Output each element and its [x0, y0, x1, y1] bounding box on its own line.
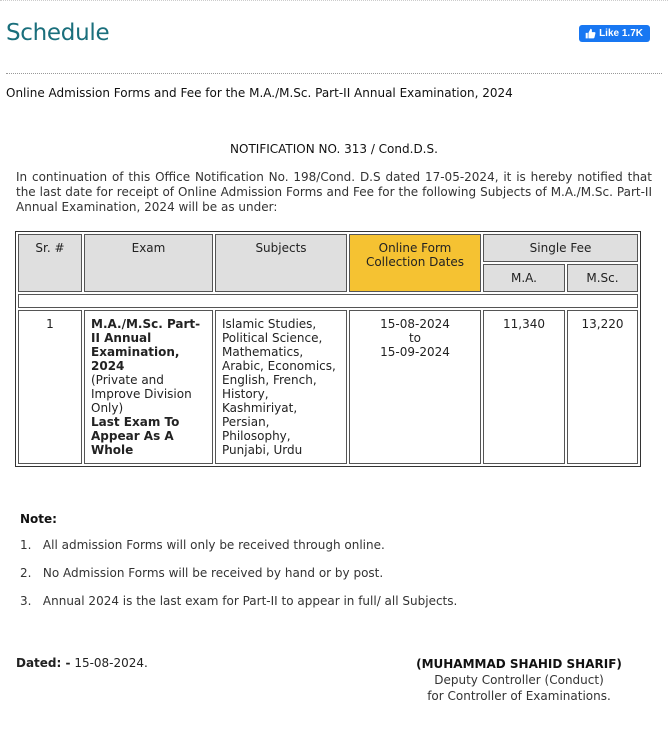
signature-block — [400, 656, 638, 704]
header-single-fee: Single Fee — [483, 234, 638, 262]
signatory-designation: Deputy Controller (Conduct) — [434, 673, 604, 687]
table-row — [18, 310, 638, 464]
page-title: Schedule — [6, 20, 110, 46]
header-divider — [6, 73, 662, 74]
header-sr: Sr. # — [18, 234, 82, 292]
header-subjects: Subjects — [215, 234, 347, 292]
exam-title: M.A./M.Sc. Part-II Annual Examination, 2024 — [91, 317, 201, 373]
note-heading: Note: — [20, 512, 57, 526]
like-label: Like 1.7K — [599, 28, 643, 39]
cell-sr: 1 — [18, 310, 82, 464]
header-exam: Exam — [84, 234, 213, 292]
table-spacer — [18, 294, 638, 308]
exam-last-note: Last Exam To Appear As A Whole — [91, 415, 180, 457]
header-collection-dates: Online Form Collection Dates — [349, 234, 481, 292]
list-item: 2. No Admission Forms will be received by hand or by post. — [20, 566, 384, 580]
fee-schedule-table — [15, 231, 641, 467]
date-from: 15-08-2024 — [380, 317, 450, 331]
note-text: No Admission Forms will be received by hand or by post. — [42, 566, 384, 580]
date-to-label: to — [408, 331, 422, 345]
top-divider — [0, 0, 668, 1]
list-item: 3. Annual 2024 is the last exam for Part-II to appear in full/ all Subjects. — [20, 594, 458, 608]
notice-subtitle: Online Admission Forms and Fee for the M.A./M.Sc. Part-II Annual Examination, 2024 — [6, 86, 513, 100]
signatory-on-behalf: for Controller of Examinations. — [427, 689, 611, 703]
signatory-name: (MUHAMMAD SHAHID SHARIF) — [416, 657, 622, 671]
note-text: Annual 2024 is the last exam for Part-II to appear in full/ all Subjects. — [42, 594, 458, 608]
date-to: 15-09-2024 — [380, 345, 450, 359]
cell-fee-msc: 13,220 — [567, 310, 638, 464]
dated-value: 15-08-2024. — [74, 656, 148, 670]
dated-label: Dated: - — [16, 656, 71, 670]
notes-list — [20, 538, 457, 622]
facebook-like-button[interactable] — [579, 25, 650, 42]
cell-collection-dates — [349, 310, 481, 464]
dated-line — [16, 656, 148, 670]
header-msc: M.Sc. — [567, 264, 638, 292]
table-header-row — [18, 234, 638, 262]
cell-subjects: Islamic Studies, Political Science, Mathematics, Arabic, Economics, English, French, History, Kashmiriyat, Persian, Philosophy, Punjabi, Urdu — [215, 310, 347, 464]
thumbs-up-icon — [585, 28, 596, 39]
cell-fee-ma: 11,340 — [483, 310, 565, 464]
intro-paragraph: In continuation of this Office Notification No. 198/Cond. D.S dated 17-05-2024, it is hereby notified that the last date for receipt of Online Admission Forms and Fee for the following Subjects of M.A./M.Sc. Part-II Annual Examination, 2024 will be as under: — [16, 170, 652, 214]
note-text: All admission Forms will only be received through online. — [42, 538, 385, 552]
header-ma: M.A. — [483, 264, 565, 292]
exam-division: (Private and Improve Division Only) — [91, 373, 192, 415]
notification-number: NOTIFICATION NO. 313 / Cond.D.S. — [230, 142, 438, 156]
cell-exam — [84, 310, 213, 464]
list-item: 1. All admission Forms will only be received through online. — [20, 538, 385, 552]
